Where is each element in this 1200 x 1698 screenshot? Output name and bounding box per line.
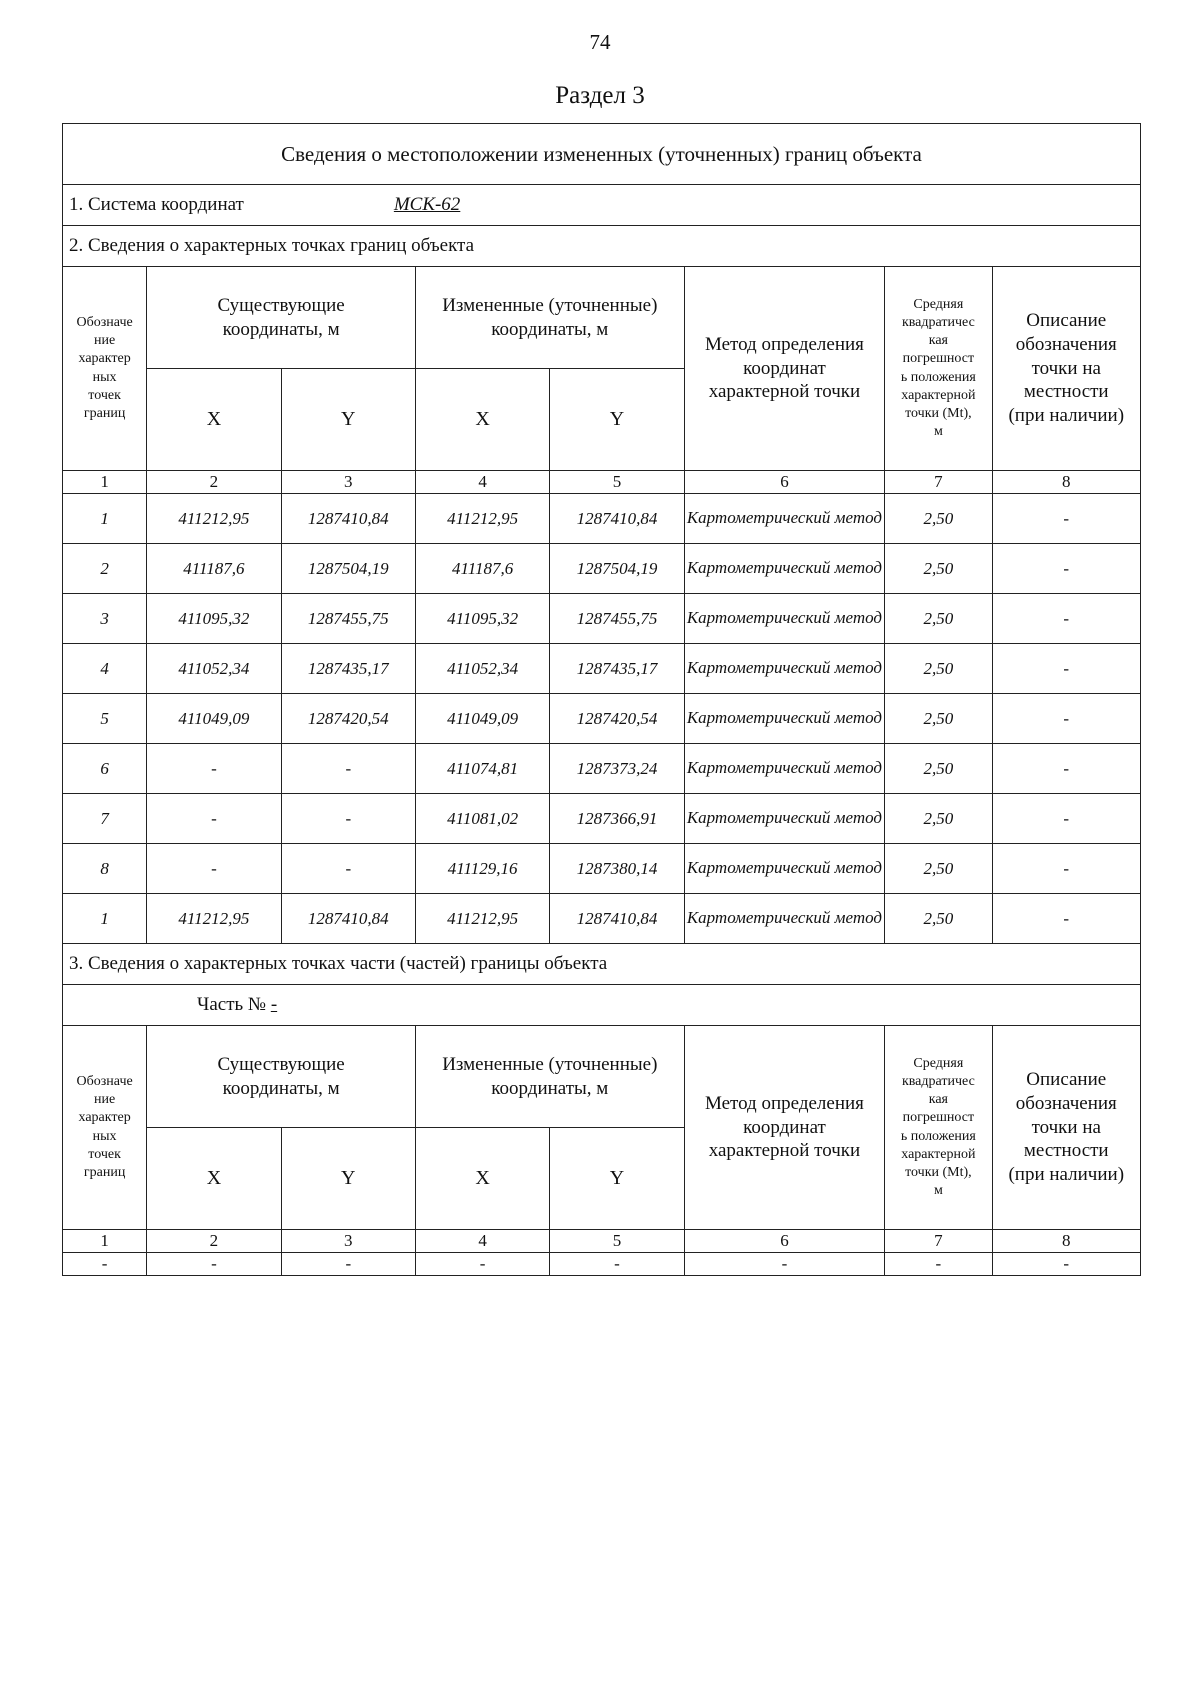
- header-changed-y: Y: [550, 369, 684, 471]
- point-number: 4: [63, 644, 147, 694]
- column-number-2: 2: [147, 1230, 281, 1253]
- existing-y: -: [281, 794, 415, 844]
- column-number-1: 1: [63, 1230, 147, 1253]
- header-existing-y: Y: [281, 369, 415, 471]
- column-number-8: 8: [992, 1230, 1140, 1253]
- description: -: [992, 494, 1140, 544]
- part-cell-7: -: [885, 1253, 992, 1276]
- existing-y: -: [281, 744, 415, 794]
- column-number-6: 6: [684, 1230, 885, 1253]
- changed-y: 1287455,75: [550, 594, 684, 644]
- column-number-6: 6: [684, 471, 885, 494]
- existing-x: 411052,34: [147, 644, 281, 694]
- header-existing-x: X: [147, 369, 281, 471]
- column-number-row-2: [63, 1230, 1141, 1253]
- method: Картометрический метод: [684, 744, 885, 794]
- method: Картометрический метод: [684, 594, 885, 644]
- existing-y: 1287504,19: [281, 544, 415, 594]
- changed-y: 1287504,19: [550, 544, 684, 594]
- header-changed-coords: Измененные (уточненные) координаты, м: [415, 267, 684, 369]
- header-changed-y-2: Y: [550, 1128, 684, 1230]
- column-number-5: 5: [550, 1230, 684, 1253]
- table-row: [63, 744, 1141, 794]
- header-point-designation-2: Обозначе ние характер ных точек границ: [63, 1026, 147, 1230]
- column-number-4: 4: [415, 1230, 549, 1253]
- coordinate-system-label: 1. Система координат: [69, 194, 244, 215]
- changed-y: 1287435,17: [550, 644, 684, 694]
- existing-x: -: [147, 744, 281, 794]
- description: -: [992, 694, 1140, 744]
- changed-y: 1287420,54: [550, 694, 684, 744]
- changed-y: 1287366,91: [550, 794, 684, 844]
- column-number-8: 8: [992, 471, 1140, 494]
- changed-x: 411212,95: [415, 894, 549, 944]
- point-number: 2: [63, 544, 147, 594]
- mean-error: 2,50: [885, 544, 992, 594]
- changed-x: 411074,81: [415, 744, 549, 794]
- part-cell-2: -: [147, 1253, 281, 1276]
- changed-x: 411095,32: [415, 594, 549, 644]
- existing-y: 1287455,75: [281, 594, 415, 644]
- point-number: 6: [63, 744, 147, 794]
- changed-y: 1287410,84: [550, 894, 684, 944]
- part-cell-6: -: [684, 1253, 885, 1276]
- existing-y: 1287420,54: [281, 694, 415, 744]
- description: -: [992, 644, 1140, 694]
- header-existing-coords-2: Существующие координаты, м: [147, 1026, 416, 1128]
- part-number-label: Часть №: [197, 994, 267, 1015]
- description: -: [992, 544, 1140, 594]
- header-changed-x-2: X: [415, 1128, 549, 1230]
- method: Картометрический метод: [684, 494, 885, 544]
- changed-y: 1287410,84: [550, 494, 684, 544]
- changed-y: 1287380,14: [550, 844, 684, 894]
- header-mean-error: Средняя квадратичес кая погрешност ь положения характерной точки (Mt), м: [885, 267, 992, 471]
- existing-y: 1287435,17: [281, 644, 415, 694]
- changed-x: 411187,6: [415, 544, 549, 594]
- mean-error: 2,50: [885, 744, 992, 794]
- existing-y: -: [281, 844, 415, 894]
- existing-x: -: [147, 794, 281, 844]
- header-existing-x-2: X: [147, 1128, 281, 1230]
- changed-x: 411052,34: [415, 644, 549, 694]
- method: Картометрический метод: [684, 794, 885, 844]
- header-method: Метод определения координат характерной точки: [684, 267, 885, 471]
- table-row: [63, 494, 1141, 544]
- header-existing-coords: Существующие координаты, м: [147, 267, 416, 369]
- column-number-4: 4: [415, 471, 549, 494]
- point-number: 1: [63, 894, 147, 944]
- point-number: 8: [63, 844, 147, 894]
- part-table-row: [63, 1253, 1141, 1276]
- existing-x: 411095,32: [147, 594, 281, 644]
- description: -: [992, 744, 1140, 794]
- mean-error: 2,50: [885, 794, 992, 844]
- mean-error: 2,50: [885, 644, 992, 694]
- part-cell-3: -: [281, 1253, 415, 1276]
- method: Картометрический метод: [684, 894, 885, 944]
- part-cell-8: -: [992, 1253, 1140, 1276]
- changed-x: 411129,16: [415, 844, 549, 894]
- header-mean-error-2: Средняя квадратичес кая погрешност ь положения характерной точки (Mt), м: [885, 1026, 992, 1230]
- description: -: [992, 794, 1140, 844]
- header-description-2: Описание обозначения точки на местности (при наличии): [992, 1026, 1140, 1230]
- coordinate-system: [63, 185, 1141, 226]
- column-number-1: 1: [63, 471, 147, 494]
- part-number: [63, 985, 1141, 1026]
- coordinate-system-value: МСК-62: [393, 194, 461, 215]
- existing-x: -: [147, 844, 281, 894]
- header-changed-coords-2: Измененные (уточненные) координаты, м: [415, 1026, 684, 1128]
- table-row: [63, 894, 1141, 944]
- existing-x: 411049,09: [147, 694, 281, 744]
- column-number-2: 2: [147, 471, 281, 494]
- description: -: [992, 844, 1140, 894]
- mean-error: 2,50: [885, 494, 992, 544]
- mean-error: 2,50: [885, 894, 992, 944]
- changed-x: 411212,95: [415, 494, 549, 544]
- point-number: 3: [63, 594, 147, 644]
- part-number-value: -: [270, 994, 278, 1015]
- mean-error: 2,50: [885, 694, 992, 744]
- point-number: 7: [63, 794, 147, 844]
- part-cell-1: -: [63, 1253, 147, 1276]
- column-number-7: 7: [885, 471, 992, 494]
- section-title: Раздел 3: [555, 82, 645, 109]
- mean-error: 2,50: [885, 594, 992, 644]
- point-number: 5: [63, 694, 147, 744]
- table-row: [63, 644, 1141, 694]
- parts-section-title: 3. Сведения о характерных точках части (частей) границы объекта: [63, 944, 1141, 985]
- part-cell-4: -: [415, 1253, 549, 1276]
- existing-x: 411187,6: [147, 544, 281, 594]
- column-number-row: [63, 471, 1141, 494]
- boundary-table: [62, 123, 1141, 1276]
- column-number-3: 3: [281, 471, 415, 494]
- table-row: [63, 594, 1141, 644]
- table-row: [63, 544, 1141, 594]
- table-row: [63, 694, 1141, 744]
- existing-y: 1287410,84: [281, 494, 415, 544]
- changed-x: 411081,02: [415, 794, 549, 844]
- existing-x: 411212,95: [147, 894, 281, 944]
- table-row: [63, 794, 1141, 844]
- changed-x: 411049,09: [415, 694, 549, 744]
- points-section-title: 2. Сведения о характерных точках границ объекта: [63, 226, 1141, 267]
- part-cell-5: -: [550, 1253, 684, 1276]
- column-number-5: 5: [550, 471, 684, 494]
- description: -: [992, 894, 1140, 944]
- method: Картометрический метод: [684, 644, 885, 694]
- description: -: [992, 594, 1140, 644]
- changed-y: 1287373,24: [550, 744, 684, 794]
- method: Картометрический метод: [684, 844, 885, 894]
- header-description: Описание обозначения точки на местности (при наличии): [992, 267, 1140, 471]
- column-number-3: 3: [281, 1230, 415, 1253]
- method: Картометрический метод: [684, 544, 885, 594]
- header-changed-x: X: [415, 369, 549, 471]
- point-number: 1: [63, 494, 147, 544]
- mean-error: 2,50: [885, 844, 992, 894]
- column-number-7: 7: [885, 1230, 992, 1253]
- header-method-2: Метод определения координат характерной точки: [684, 1026, 885, 1230]
- existing-x: 411212,95: [147, 494, 281, 544]
- page-number: 74: [589, 30, 611, 54]
- method: Картометрический метод: [684, 694, 885, 744]
- table-row: [63, 844, 1141, 894]
- header-existing-y-2: Y: [281, 1128, 415, 1230]
- existing-y: 1287410,84: [281, 894, 415, 944]
- header-point-designation: Обозначе ние характер ных точек границ: [63, 267, 147, 471]
- table-title: Сведения о местоположении измененных (уточненных) границ объекта: [63, 124, 1141, 185]
